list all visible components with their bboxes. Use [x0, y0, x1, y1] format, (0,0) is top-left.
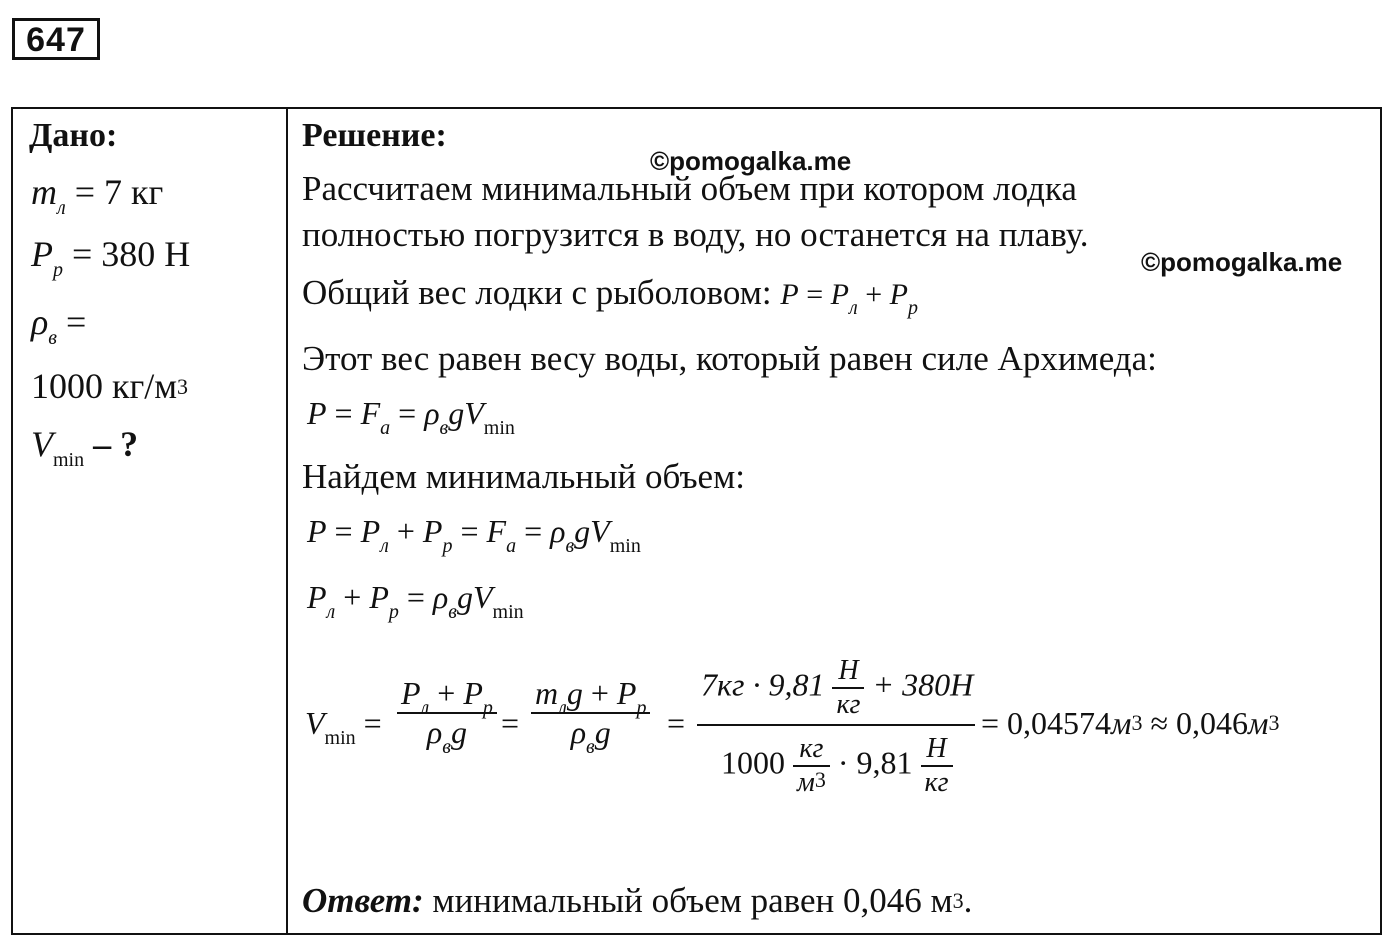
solution-heading: Решение: [302, 117, 447, 154]
fraction-1: $\frac{P_л + P_р}{\rho_вg}$ [397, 675, 497, 751]
formula-archimedes: $P = F_а = \rho_вgV_{min}$ [307, 395, 515, 439]
given-density: $\rho_в$ = [31, 302, 87, 349]
formula-balance: $P = P_л + P_р = F_а = \rho_вgV_{min}$ [307, 513, 641, 557]
given-density-value: 1000 $кг/м^3$ [31, 366, 189, 406]
intro-line-2: полностью погрузится в воду, но останется на плаву. [302, 215, 1089, 254]
final-result: = $0,04574м^3 \approx 0,046м^3$ [981, 705, 1280, 741]
big-fraction-bar [697, 724, 975, 726]
big-denominator: 1000 $\frac{кг}{м^3}$ · 9,81 $\frac{Н}{кг}$ [721, 733, 953, 799]
find-volume-text: Найдем минимальный объем: [302, 457, 745, 496]
column-divider [286, 109, 288, 933]
watermark-2: ©pomogalka.me [1141, 247, 1343, 277]
answer-line: Ответ: минимальный объем равен 0,046 $м^3$. [302, 881, 973, 920]
watermark-1: ©pomogalka.me [650, 146, 852, 176]
final-v: $V_{min}$ = [305, 705, 382, 749]
eq-3: = [667, 705, 686, 741]
given-heading: Дано: [29, 117, 118, 154]
eq-2: = [501, 705, 520, 741]
formula-sum: $P_л + P_р = \rho_вgV_{min}$ [307, 579, 524, 623]
archimedes-text: Этот вес равен весу воды, который равен силе Архимеда: [302, 339, 1157, 378]
fraction-2: $\frac{m_лg + P_р}{\rho_вg}$ [531, 675, 650, 751]
given-unknown: $V_{min}$ – ? [31, 424, 139, 471]
intro-line-1: Рассчитаем минимальный объем при котором лодка [302, 169, 1077, 208]
total-weight-line: Общий вес лодки с рыболовом: $P = P_л + P_р$ [302, 273, 918, 319]
solution-table [11, 107, 1382, 935]
problem-number: 647 [12, 18, 100, 60]
big-numerator: 7кг · 9,81 $\frac{Н}{кг}$ + 380Н [701, 655, 974, 720]
given-weight: $P_р = 380$ Н [31, 234, 191, 281]
given-mass: $m_л = 7$ кг [31, 172, 164, 219]
